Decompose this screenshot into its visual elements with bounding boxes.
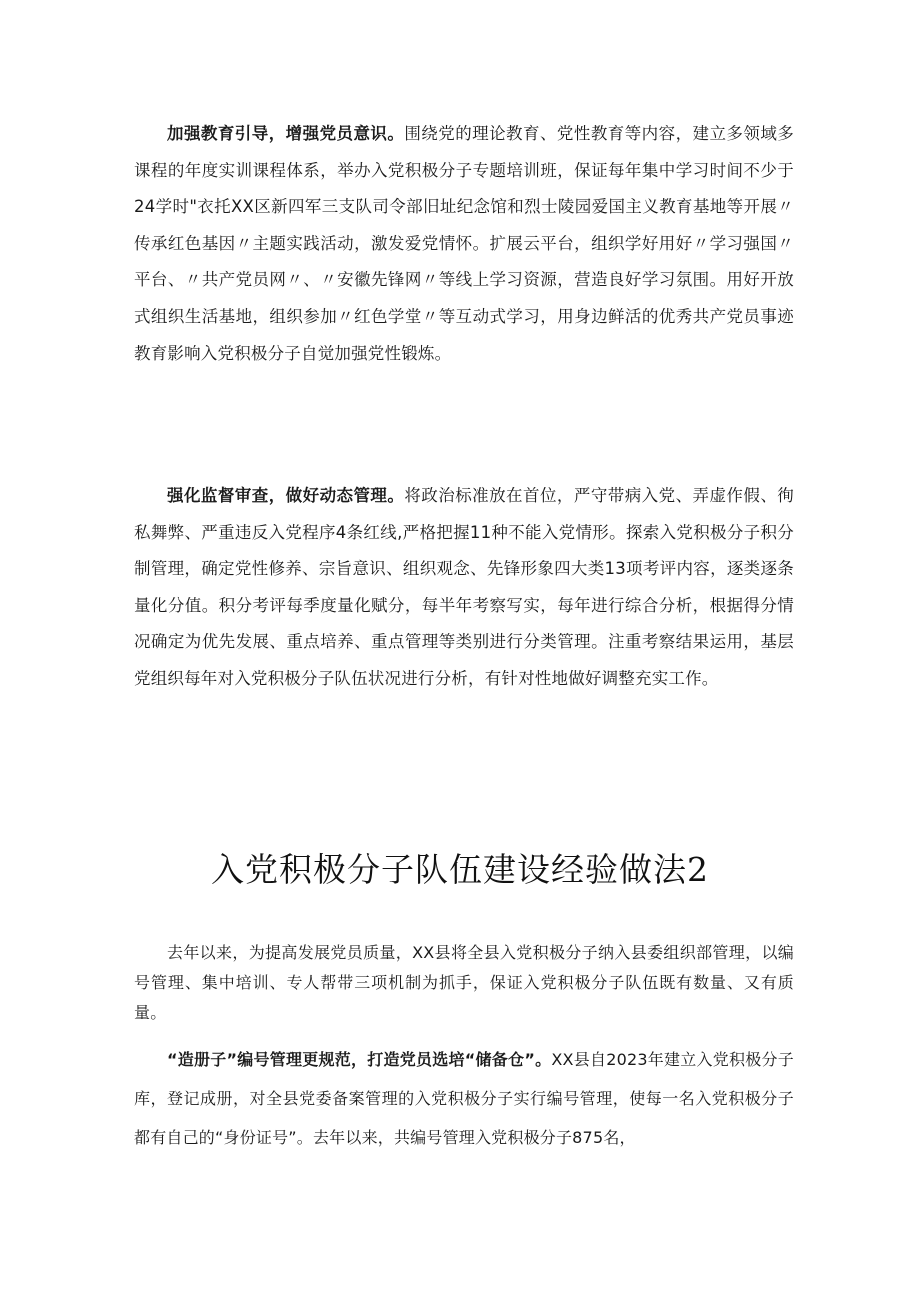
paragraph-body: 围绕党的理论教育、党性教育等内容，建立多领域多课程的年度实训课程体系，举办入党积极分子专题培训班，保证每年集中学习时间不少于24学时"衣托XX区新四军三支队司令部旧址纪念馆和烈士陵园爱国主义教育基地等开展〃传承红色基因〃主题实践活动，激发爱党情怀。扩展云平台，组织学好用好〃学习强国〃平台、〃共产党员网〃、〃安徽先锋网〃等线上学习资源，营造良好学习氛围。用好开放式组织生活基地，组织参加〃红色学堂〃等互动式学习，用身边鲜活的优秀共产党员事迹教育影响入党积极分子自觉加强党性锻炼。 bbox=[134, 124, 794, 363]
paragraph-lead: “造册子”编号管理更规范，打造党员选培“储备仓”。 bbox=[167, 1050, 552, 1069]
paragraph-intro bbox=[134, 938, 794, 1028]
paragraph-supervision-review bbox=[134, 478, 794, 698]
paragraph-education-guidance bbox=[134, 116, 794, 372]
section-title: 入党积极分子队伍建设经验做法2 bbox=[211, 850, 709, 889]
paragraph-numbering-management bbox=[134, 1040, 794, 1157]
paragraph-body: XX县自2023年建立入党积极分子库，登记成册，对全县党委备案管理的入党积极分子实行编号管理，使每一名入党积极分子都有自己的“身份证号”。去年以来，共编号管理入党积极分子875名， bbox=[134, 1050, 794, 1147]
paragraph-body: 将政治标准放在首位，严守带病入党、弄虚作假、徇私舞弊、严重违反入党程序4条红线,严格把握11种不能入党情形。探索入党积极分子积分制管理，确定党性修养、宗旨意识、组织观念、先锋形象四大类13项考评内容，逐类逐条量化分值。积分考评每季度量化赋分，每半年考察写实，每年进行综合分析，根据得分情况确定为优先发展、重点培养、重点管理等类别进行分类管理。注重考察结果运用，基层党组织每年对入党积极分子队伍状况进行分析，有针对性地做好调整充实工作。 bbox=[134, 486, 794, 688]
paragraph-body: 去年以来，为提高发展党员质量，XX县将全县入党积极分子纳入县委组织部管理，以编号管理、集中培训、专人帮带三项机制为抓手，保证入党积极分子队伍既有数量、又有质量。 bbox=[134, 943, 794, 1022]
paragraph-lead: 强化监督审查，做好动态管理。 bbox=[167, 486, 405, 505]
paragraph-lead: 加强教育引导，增强党员意识。 bbox=[167, 124, 405, 143]
